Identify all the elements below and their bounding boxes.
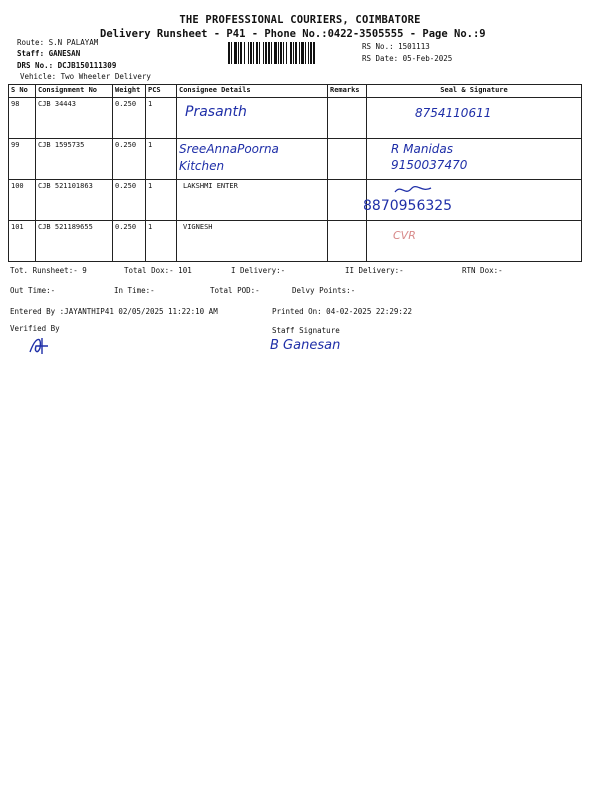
seal-signature-cell [367, 98, 582, 139]
vehicle: Vehicle: Two Wheeler Delivery [20, 72, 151, 81]
table-header-row [9, 85, 582, 98]
ii-delivery: II Delivery:- [345, 266, 404, 275]
consignment-cell: CJB 1595735 [36, 139, 113, 180]
company-title: THE PROFESSIONAL COURIERS, COIMBATORE [179, 14, 421, 26]
remarks-cell [328, 221, 367, 262]
drs-number: DRS No.: DCJB150111309 [17, 61, 117, 70]
sno-cell: 98 [9, 98, 36, 139]
rs-number: RS No.: 1501113 [362, 42, 430, 51]
sno-cell: 99 [9, 139, 36, 180]
delvy-points: Delvy Points:- [292, 286, 356, 295]
consignee-cell [177, 98, 328, 139]
seal-signature-cell [367, 139, 582, 180]
weight-cell: 0.250 [113, 180, 146, 221]
barcode [228, 42, 356, 64]
weight-cell: 0.250 [113, 221, 146, 262]
column-header: PCS [146, 85, 177, 98]
rtn-dox: RTN Dox:- [462, 266, 503, 275]
column-header: Consignment No [36, 85, 113, 98]
total-dox: Total Dox:- 101 [124, 266, 192, 275]
handwritten-consignee: SreeAnnaPoorna Kitchen [179, 142, 279, 173]
out-time: Out Time:- [10, 286, 56, 295]
consignment-cell: CJB 521101863 [36, 180, 113, 221]
column-header: Remarks [328, 85, 367, 98]
rs-date: RS Date: 05-Feb-2025 [362, 54, 453, 63]
printed-on: Printed On: 04-02-2025 22:29:22 [272, 307, 412, 316]
entered-by: Entered By :JAYANTHIP41 02/05/2025 11:22:10 AM [10, 307, 218, 316]
runsheet-table [8, 84, 582, 262]
consignee-cell: VIGNESH [177, 221, 328, 262]
pcs-cell: 1 [146, 98, 177, 139]
table-row [9, 180, 582, 221]
weight-cell: 0.250 [113, 98, 146, 139]
verified-by-label: Verified By [10, 324, 60, 333]
table-row [9, 139, 582, 180]
staff-handwritten-signature: B Ganesan [270, 338, 341, 353]
pcs-cell: 1 [146, 139, 177, 180]
barcode-bar [315, 42, 316, 64]
consignee-cell [177, 139, 328, 180]
handwritten-signature: CVR [393, 229, 416, 242]
signature-scribble [393, 184, 433, 196]
pcs-cell: 1 [146, 180, 177, 221]
staff: Staff: GANESAN [17, 49, 81, 58]
verifier-signature [26, 334, 66, 356]
tot-runsheet: Tot. Runsheet:- 9 [10, 266, 87, 275]
consignee-cell: LAKSHMI ENTER [177, 180, 328, 221]
seal-signature-cell [367, 221, 582, 262]
runsheet-subtitle: Delivery Runsheet - P41 - Phone No.:0422-3505555 - Page No.:9 [100, 28, 486, 40]
handwritten-signature: R Manidas 9150037470 [391, 142, 468, 172]
remarks-cell [328, 98, 367, 139]
weight-cell: 0.250 [113, 139, 146, 180]
sno-cell: 101 [9, 221, 36, 262]
consignment-cell: CJB 521189655 [36, 221, 113, 262]
i-delivery: I Delivery:- [231, 266, 286, 275]
sno-cell: 100 [9, 180, 36, 221]
table-row [9, 98, 582, 139]
total-pod: Total POD:- [210, 286, 260, 295]
table-row [9, 221, 582, 262]
route: Route: S.N PALAYAM [17, 38, 99, 47]
handwritten-signature: 8870956325 [363, 198, 453, 214]
seal-signature-cell [363, 180, 582, 221]
pcs-cell: 1 [146, 221, 177, 262]
column-header: Seal & Signature [367, 85, 582, 98]
handwritten-consignee: Prasanth [185, 104, 247, 120]
remarks-cell [328, 139, 367, 180]
handwritten-signature: 8754110611 [415, 106, 492, 120]
staff-signature-label: Staff Signature [272, 326, 340, 335]
consignment-cell: CJB 34443 [36, 98, 113, 139]
column-header: S No [9, 85, 36, 98]
in-time: In Time:- [114, 286, 155, 295]
remarks-cell [328, 180, 367, 221]
column-header: Weight [113, 85, 146, 98]
column-header: Consignee Details [177, 85, 328, 98]
